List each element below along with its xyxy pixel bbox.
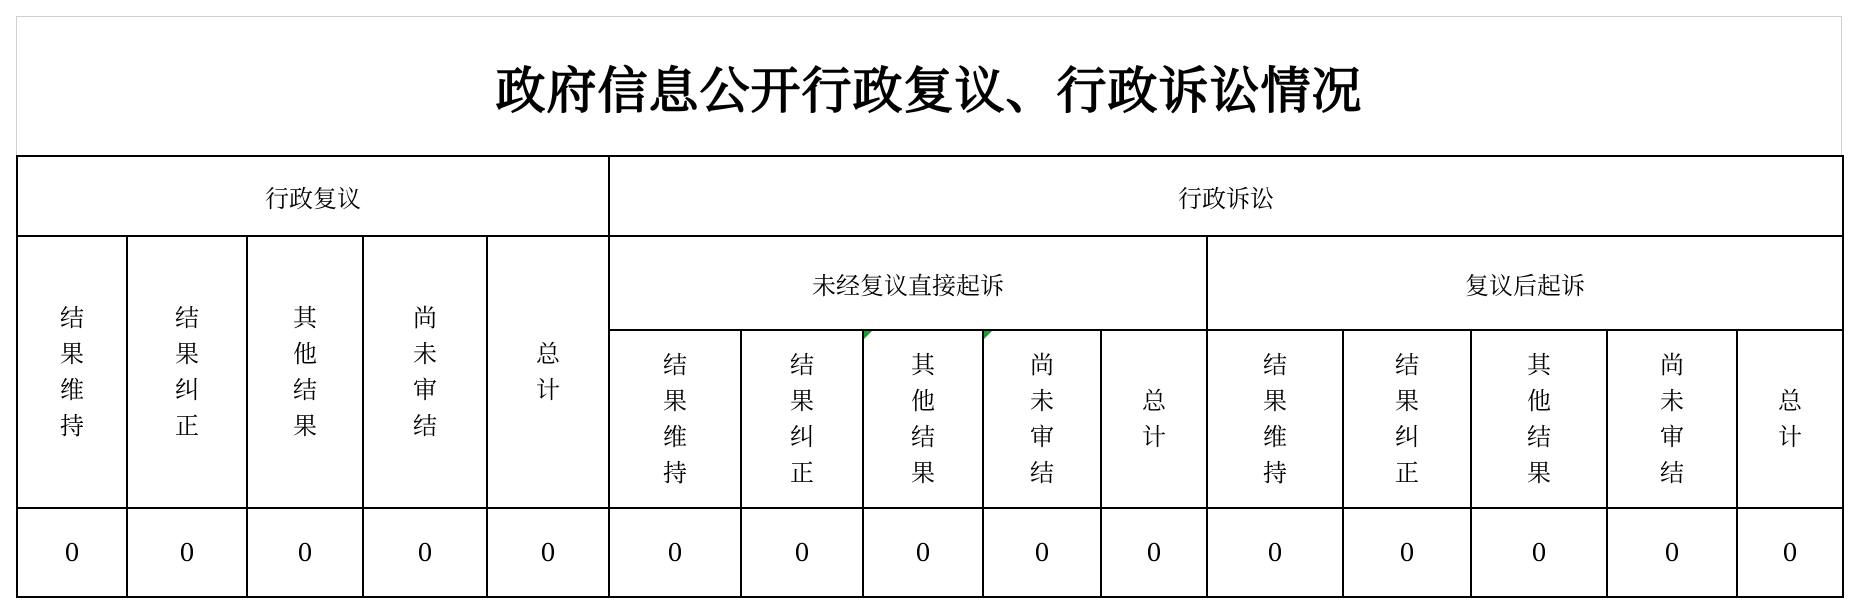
- direct-value: 0: [915, 538, 931, 567]
- after-review-value: 0: [1664, 538, 1680, 567]
- cell-review-header[interactable]: [17, 156, 609, 236]
- review-value: 0: [540, 538, 556, 567]
- direct-col-label: 结果纠正: [790, 351, 815, 487]
- cell-after-col-5[interactable]: [1737, 330, 1843, 508]
- title-cell[interactable]: [16, 16, 1842, 156]
- cell-review-value[interactable]: [363, 508, 487, 597]
- comment-marker-icon: [984, 331, 992, 339]
- cell-review-col-2[interactable]: [127, 236, 247, 508]
- after-review-value: 0: [1531, 538, 1547, 567]
- direct-value: 0: [794, 538, 810, 567]
- cell-direct-value[interactable]: [983, 508, 1101, 597]
- cell-after-value[interactable]: [1737, 508, 1843, 597]
- cell-direct-col-2[interactable]: [741, 330, 863, 508]
- cell-review-col-1[interactable]: [17, 236, 127, 508]
- table-row: [17, 156, 1843, 236]
- cell-direct-value[interactable]: [741, 508, 863, 597]
- page-title: 政府信息公开行政复议、行政诉讼情况: [495, 60, 1363, 120]
- review-col-label: 尚未审结: [412, 304, 437, 440]
- review-value: 0: [179, 538, 195, 567]
- after-review-col-label: 结果纠正: [1395, 351, 1420, 487]
- cell-review-value[interactable]: [247, 508, 363, 597]
- review-col-label: 结果纠正: [174, 304, 199, 440]
- comment-marker-icon: [864, 331, 872, 339]
- report-table: [16, 155, 1844, 598]
- cell-after-value[interactable]: [1607, 508, 1737, 597]
- cell-direct-header[interactable]: [609, 236, 1207, 330]
- cell-direct-col-3[interactable]: [863, 330, 983, 508]
- cell-review-value[interactable]: [17, 508, 127, 597]
- review-value: 0: [417, 538, 433, 567]
- after-review-header: 复议后起诉: [1465, 271, 1586, 300]
- direct-header: 未经复议直接起诉: [812, 271, 1005, 300]
- table-row: [17, 508, 1843, 597]
- review-col-label: 其他结果: [292, 304, 317, 440]
- cell-review-value[interactable]: [487, 508, 609, 597]
- after-review-col-label: 总计: [1778, 387, 1803, 451]
- after-review-col-label: 尚未审结: [1660, 351, 1685, 487]
- after-review-value: 0: [1267, 538, 1283, 567]
- direct-value: 0: [667, 538, 683, 567]
- after-review-value: 0: [1782, 538, 1798, 567]
- cell-direct-value[interactable]: [609, 508, 741, 597]
- cell-direct-value[interactable]: [1101, 508, 1207, 597]
- cell-direct-col-5[interactable]: [1101, 330, 1207, 508]
- cell-direct-value[interactable]: [863, 508, 983, 597]
- direct-col-label: 结果维持: [663, 351, 688, 487]
- cell-after-review-header[interactable]: [1207, 236, 1843, 330]
- cell-direct-col-4[interactable]: [983, 330, 1101, 508]
- cell-litigation-header[interactable]: [609, 156, 1843, 236]
- cell-after-col-3[interactable]: [1471, 330, 1607, 508]
- cell-after-value[interactable]: [1207, 508, 1343, 597]
- after-review-col-label: 结果维持: [1263, 351, 1288, 487]
- review-value: 0: [297, 538, 313, 567]
- direct-value: 0: [1146, 538, 1162, 567]
- after-review-value: 0: [1399, 538, 1415, 567]
- cell-after-col-1[interactable]: [1207, 330, 1343, 508]
- review-value: 0: [64, 538, 80, 567]
- litigation-header: 行政诉讼: [1178, 184, 1275, 213]
- review-header: 行政复议: [265, 184, 362, 213]
- direct-col-label: 尚未审结: [1030, 351, 1055, 487]
- cell-after-value[interactable]: [1471, 508, 1607, 597]
- cell-review-col-3[interactable]: [247, 236, 363, 508]
- review-col-label: 结果维持: [59, 304, 84, 440]
- cell-after-value[interactable]: [1343, 508, 1471, 597]
- cell-review-value[interactable]: [127, 508, 247, 597]
- cell-after-col-4[interactable]: [1607, 330, 1737, 508]
- cell-after-col-2[interactable]: [1343, 330, 1471, 508]
- cell-review-col-4[interactable]: [363, 236, 487, 508]
- table-row: [17, 236, 1843, 330]
- direct-col-label: 其他结果: [911, 351, 936, 487]
- after-review-col-label: 其他结果: [1527, 351, 1552, 487]
- direct-value: 0: [1034, 538, 1050, 567]
- review-col-label: 总计: [536, 340, 560, 404]
- cell-review-col-5[interactable]: [487, 236, 609, 508]
- cell-direct-col-1[interactable]: [609, 330, 741, 508]
- direct-col-label: 总计: [1142, 387, 1167, 451]
